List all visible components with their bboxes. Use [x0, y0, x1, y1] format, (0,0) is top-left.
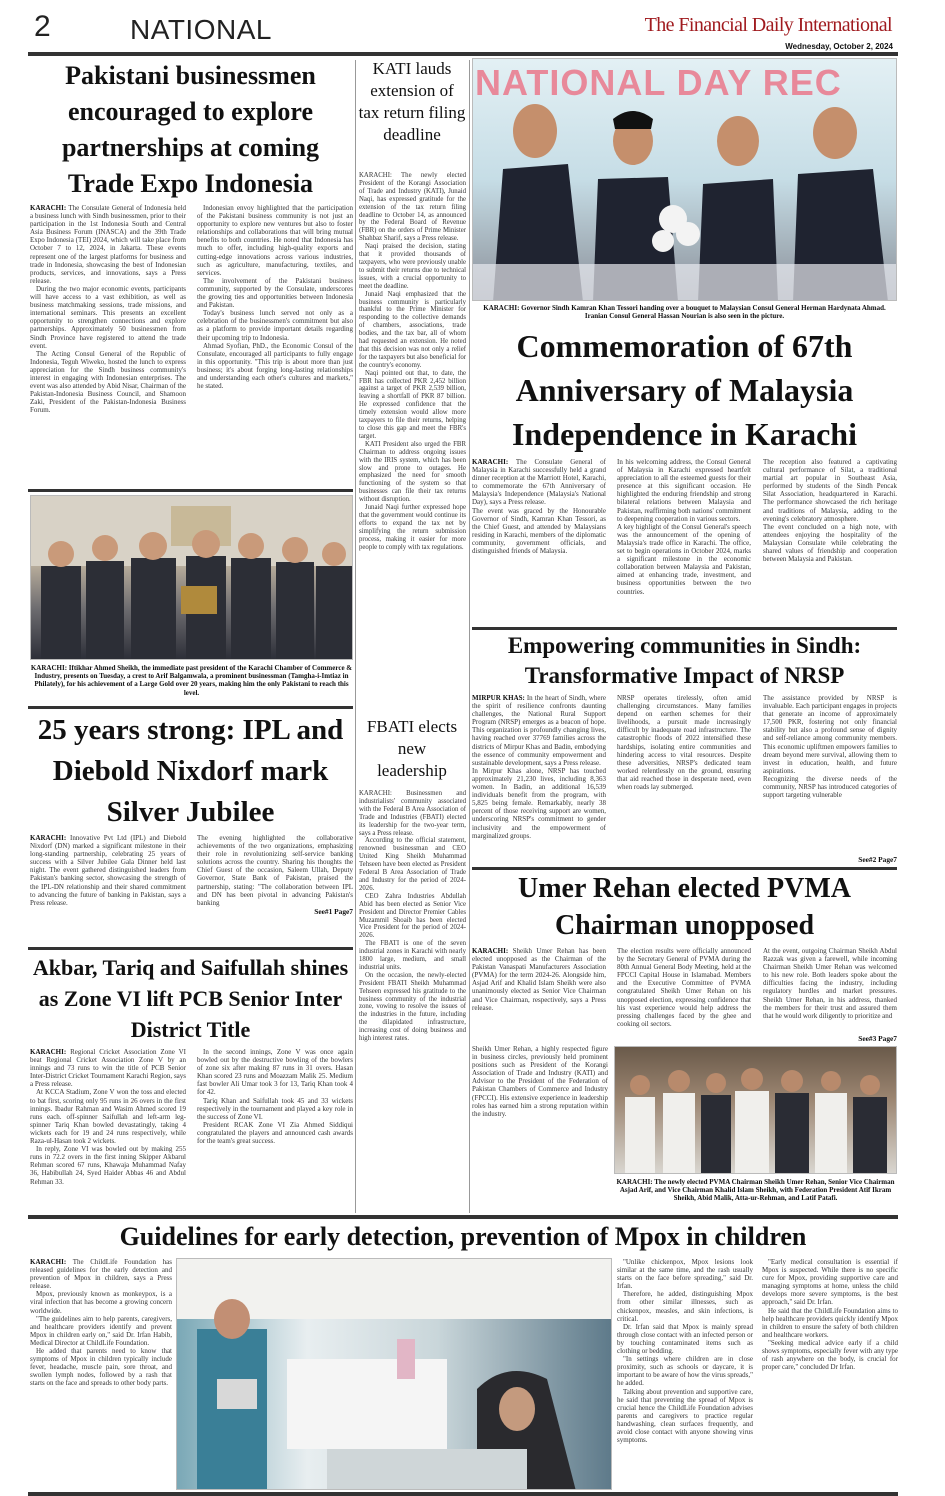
continued-link[interactable]: See#2 Page7 [763, 855, 897, 864]
people-group-image [31, 496, 352, 659]
section-title: NATIONAL [130, 14, 272, 45]
article-column: Indonesian envoy highlighted that the participation of the Pakistani business community is not just an opportunity to explore new ventures but also to foster relationships and collaborations that will bring mutual benefits to both countries. He noted that Indonesia has much to offer, including high-quality exports and cutting-edge innovations across various industries, such as agriculture, manufacturing, textiles, and services. The involvement of the Pakistani business community, supported by the Consulate, underscores the growing ties and opportunities between Indonesia and Pakistan. Today's business lunch served not only as a celebration of the businessmen's commitment but also as a platform to provide important details regarding their upcoming trip to Indonesia. Ahmad Syofian, PhD., the Economic Consul of the Consulate, encouraged all participants to fully engage in this opportunity. "This trip is about more than just business; it's about forging long-lasting relationships and understanding each other's cultures and markets," he stated. [197, 204, 353, 391]
article-pvma-lower: Sheikh Umer Rehan, a highly respected figure in business circles, previously held prominent positions such as President of the Korangi Association of Trade and Industry (KATI) and Advisor to the President of the Federation of Pakistan Chambers of Commerce and Industry (FPCCI). His extensive experience in leadership roles has earned him a strong reputation within the industry. [472, 1045, 608, 1118]
article-column: MIRPUR KHAS: In the heart of Sindh, where the spirit of resilience confronts daunting challenges, the National Rural Support Program (NRSP) emerges as a beacon of hope. This organization is profoundly changing lives, having reached over 37769 families across the districts of Mirpur Khas and Badin, embodying the essence of community empowerment and sustainable development, says a Press release. In Mirpur Khas alone, NRSP has touched approximately 21,230 lives, including 8,363 women. In Badin, an additional 16,539 individuals benefit from the program, with 5,825 being female. Remarkably, nearly 38 percent of those receiving support are women, underscoring NRSP's commitment to gender inclusivity and the empowerment of marginalized groups. [472, 694, 606, 840]
article-column: The assistance provided by NRSP is invaluable. Each participant engages in projects that generate an income of approximately 17,500 PKR, fostering not only financial stability but also a profound sense of dignity and self-reliance among community members. This economic upliftmen empowers families to dream beyond mere survival, allowing them to invest in education, health, and future aspirations. Recognizing the diverse needs of the community, NRSP has introduced categories of support targeting vulnerable [763, 694, 897, 800]
header-rule [28, 52, 898, 56]
article-column: The reception also featured a captivating cultural performance of Silat, a traditional martial art popular in Southeast Asia, performed by students of the Sindh Pencak Silat Association, headquartered in Karachi. The performance showcased the rich heritage and traditions of Malaysia, adding to the evening's celebratory atmosphere. The event concluded on a high note, with attendees enjoying the hospitality of the Malaysian Consulate while celebrating the shared values of friendship and cooperation between Malaysia and Pakistan. [763, 458, 897, 564]
article-column: KARACHI: The Consulate General of Malaysia in Karachi successfully held a grand dinner reception at the Marriott Hotel, Karachi, to commemorate the 67th Anniversary of Malaysia's Independence (Malaysia's National Day), says a Press release. The event was graced by the Honourable Governor of Sindh, Kamran Khan Tessori, as the Chief Guest, and attended by Malaysians residing in Karachi, members of the diplomatic community, government officials, and distinguished friends of Malaysia. [472, 458, 606, 556]
pvma-caption: KARACHI: The newly elected PVMA Chairman Sheikh Umer Rehan, Senior Vice Chairman Asjad Arif, and Vice Chairman Khalid Islam Sheikh, with Federation President Atif Ikram Sheikh, Abid Malik, Atta-ur-Rehman, and Latif Patafi. [616, 1178, 895, 1203]
article-mpox-left: KARACHI: The ChildLife Foundation has released guidelines for the early detection and prevention of Mpox in children, says a Press release. Mpox, previously known as monkeypox, is a viral infection that has become a growing concern worldwide. "The guidelines aim to help parents, caregivers, and healthcare providers identify and prevent Mpox in children early on," said Dr. Irfan Habib, Medical Director at ChildLife Foundation. He added that parents need to know that symptoms of Mpox in children typically include fever, headache, muscle pain, sore throat, and swollen lymph nodes, followed by a rash that starts on the face and spreads to other body parts. [30, 1258, 172, 1388]
article-column: KARACHI: The Consulate General of Indonesia held a business lunch with Sindh businessmen, prior to their participation in the 1st Indonesia South and Central Asia Business Forum (INASCA) and the 39th Trade Expo Indonesia (TEI) 2024, which will take place from October 7 to 12, 2024, in Jakarta. These events represent one of the largest platforms for business and trade in Indonesia, showcasing the best of Indonesian products, services, and innovations, says a Press release. During the two major economic events, participants will have access to a vast exhibition, as well as business matchmaking sessions, trade missions, and international seminars. This presents an excellent opportunity to strengthen connections and explore partnerships. Approximately 50 businessmen from Sindh Province have registered to attend the trade event. The Acting Consul General of the Republic of Indonesia, Teguh Wiweko, hosted the lunch to express appreciation for the Sindh business community's interest in engaging with Indonesian enterprises. The event was also attended by Abid Nisar, Chairman of the Pakistan-Indonesia Business Council, and Shamoon Zaki, President of the Pakistan-Indonesia Business Forum. [30, 204, 186, 415]
column-divider [355, 60, 356, 1213]
article-column: The evening highlighted the collaborative achievements of the two organizations, emphasizing their role in revolutionizing self-service banking solutions across the country. Sharing his thoughts the Chief Guest of the occasion, Saleem Ullah, Deputy Governor, State Bank of Pakistan, praised the partnership, stating: "The collaboration between IPL and DN has been pivotal in advancing Pakistan's banking See#1 Page7 [197, 834, 353, 916]
article-cricket [30, 1048, 353, 1212]
column-divider [469, 60, 470, 1213]
kcci-photo [30, 495, 353, 660]
dateline: KARACHI: [30, 204, 67, 212]
article-column: In his welcoming address, the Consul General of Malaysia in Karachi expressed heartfelt appreciation to all the esteemed guests for their presence at this significant occasion. He highlighted the enduring friendship and strong bilateral relations between Malaysia and Pakistan, reaffirming both nations' commitment to deepening cooperation in various sectors. A key highlight of the Consul General's speech was the announcement of the opening of Malaysia's trade office in Karachi. The office, set to begin operations in October 2024, marks a significant milestone in the economic collaboration between Malaysia and Pakistan, aimed at enhancing trade, investment, and business opportunities between the two countries. [617, 458, 751, 596]
issue-date: Wednesday, October 2, 2024 [785, 42, 893, 51]
article-column: KARACHI: Innovative Pvt Ltd (IPL) and Diebold Nixdorf (DN) marked a significant milestone in their long-standing partnership, celebrating 25 years of success with a Silver Jubilee Gala Dinner held last night. The event gathered distinguished leaders from Pakistan's banking sector, showcasing the strength of the IPL-DN relationship and their shared commitment to advancing the future of banking in Pakistan, says a Press release. [30, 834, 186, 907]
malaysia-photo [472, 58, 897, 301]
article-malaysia [472, 458, 897, 624]
divider [28, 947, 353, 950]
mpox-photo [176, 1258, 612, 1490]
page-number: 2 [34, 10, 51, 43]
article-column: KARACHI: Regional Cricket Association Zone VI beat Regional Cricket Association Zone V by an innings and 73 runs to win the title of PCB Senior Inter-District Cricket Tournament Karachi Region, says a Press release. At KCCA Stadium, Zone V won the toss and elected to bat first, scoring only 95 runs in 26 overs in the first innings. Ibadur Rahman and Wasim Ahmed scored 19 runs each. off-spinner Saifullah and left-arm leg-spinner Tariq Khan bowled devastatingly, taking 4 wickets each for 19 and 24 runs respectively, while Raza-ul-Hasan took 2 wickets. In reply, Zone VI was bowled out by making 255 runs in 72.2 overs in the first inning Skipper Akbarul Rehman scored 67 runs, Khawaja Muhammad Nafay 36, Habibullah 24, Syed Haider Abbas 46 and Abdul Rehman 33. [30, 1048, 186, 1186]
article-column: In the second innings, Zone V was once again bowled out by the destructive bowling of the bowlers of zone six after making 87 runs in 31 overs. Hasan Khan scored 23 runs and Moazzam Malik 25. Medium fast bowler Ali Umar took 3 for 13, Tariq Khan took 4 for 42. Tariq Khan and Saifullah took 45 and 33 wickets respectively in the tournament and played a key role in the success of Zone VI. President RCAK Zone VI Zia Ahmed Siddiqui congratulated the players and announced cash awards for the team's great success. [197, 1048, 353, 1146]
kcci-caption: KARACHI: Iftikhar Ahmed Sheikh, the immediate past president of the Karachi Chamber of Commerce & Industry, presents on Tuesday, a crest to Arif Balgamwala, a prominent businessman (Tamgha-i-Imtiaz in Philately), for his achievement of a Large Gold over 20 years, making him the only Pakistani to reach this level. [30, 664, 353, 697]
footer-rule [28, 1492, 898, 1496]
continued-link[interactable]: See#1 Page7 [197, 907, 353, 916]
photo-banner-text: NATIONAL DAY REC [475, 62, 842, 103]
article-ipl [30, 834, 353, 944]
headline-malaysia: Commemoration of 67th Anniversary of Malaysia Independence in Karachi [512, 328, 857, 452]
article-mpox-right [617, 1258, 898, 1490]
continued-link[interactable]: See#3 Page7 [763, 1034, 897, 1043]
divider [28, 1215, 898, 1219]
headline-cricket: Akbar, Tariq and Saifullah shines as Zone VI lift PCB Senior Inter District Title [32, 955, 349, 1042]
people-group-image [615, 1047, 896, 1173]
pvma-photo [614, 1046, 897, 1174]
article-column: NRSP operates tirelessly, often amid challenging circumstances. Many families depend on earthen schemes for their livelihoods, a pursuit made increasingly difficult by inadequate road infrastructure. The catastrophic floods of 2022 intensified these hardships, isolating entire communities and hindering access to vital resources. Despite these adversities, NRSP's dedicated team worked relentlessly on the ground, ensuring that aid reached those in desperate need, even when roads lay submerged. [617, 694, 751, 792]
article-fbati: KARACHI: Businessmen and industrialists' community associated with the Federal B Area Association of Trade and Industries (FBATI) elected its leadership for the two-year term, says a Press release. According to the official statement, renowned businessman and CEO United King Sheikh Muhammad Tehseen have been elected as President Federal B Area Association of Trade and Industry for the period of 2024-2026. CEO Zahra Industries Abdullah Abid has been elected as Senior Vice President and Director Premier Cables Muzammil Shoaib has been elected Vice President for the period of 2024-2026. The FBATI is one of the seven industrial zones in Karachi with nearly 1800 large, medium, and small industrial units. On the occasion, the newly-elected President FBATI Sheikh Muhammad Tehseen expressed his gratitude to the business community of the industrial zone, vowing to resolve the issues of the industries in the future, including the dilapidated infrastructure, increasing cost of doing business and high interest rates. [359, 790, 466, 1043]
article-column: At the event, outgoing Chairman Sheikh Abdul Razzak was given a farewell, while incoming Chairman Sheikh Umer Rehan was welcomed to his new role. Both leaders spoke about the difficulties facing the industry, including regulatory hurdles and market pressures. Sheikh Umer Rehan, in his address, thanked the members for their trust and assured them that he would work diligently to prioritize and [763, 947, 897, 1020]
headline-pvma: Umer Rehan elected PVMA Chairman unopposed [517, 873, 852, 941]
article-pvma [472, 947, 897, 1043]
headline-fbati: FBATI elects new leadership [366, 717, 458, 780]
article-column: "Early medical consultation is essential if Mpox is suspected. While there is no specific cure for Mpox, providing supportive care and managing symptoms at home, unless the child develops more severe symptoms, is the best approach," said Dr. Irfan. He said that the ChildLife Foundation aims to help healthcare providers quickly identify Mpox in children to ensure the safety of both children and healthcare workers. "Seeking medical advice early if a child shows symptoms, especially fever with any type of rash anywhere on the body, is crucial for proper care," concluded Dr Irfan. [762, 1258, 898, 1372]
divider [28, 489, 353, 492]
divider [472, 627, 897, 630]
headline-kati: KATI lauds extension of tax return filing deadline [358, 59, 466, 144]
masthead-logo: The Financial Daily International [644, 14, 892, 36]
article-column: The election results were officially announced by the Secretary General of PVMA during the 80th Annual General Body Meeting, held at the FPCCI Capital House in Islamabad. Members and the Executive Committee of PVMA congratulated Sheikh Umer Rehan on his unopposed election, expressing confidence that his vast experience would help address the pressing challenges faced by the ghee and cooking oil sectors. [617, 947, 751, 1028]
headline-nrsp: Empowering communities in Sindh: Transformative Impact of NRSP [507, 633, 862, 688]
headline-indonesia: Pakistani businessmen encouraged to explore partnerships at coming Trade Expo Indonesia [61, 61, 320, 198]
malaysia-caption: KARACHI: Governor Sindh Kamran Khan Tessori handing over a bouquet to Malaysian Consul General Herman Hardynata Ahmad. Iranian Consul General Hassan Nourian is also seen in the picture. [483, 304, 886, 321]
headline-ipl: 25 years strong: IPL and Diebold Nixdorf mark Silver Jubilee [37, 714, 344, 828]
article-kati: KARACHI: The newly elected President of the Korangi Association of Trade and Industry (KATI), Junaid Naqi, has expressed gratitude for the extension of the tax return filing deadline to October 14, as announced by the Federal Board of Revenue (FBR) on the orders of Prime Minister Shahbaz Sharif, says a Press release. Naqi praised the decision, stating that it provided thousands of taxpayers, who were previously unable to submit their returns due to technical issues, with a crucial opportunity to meet the deadline. Junaid Naqi emphasized that the business community is particularly thankful to the Prime Minister for responding to the collective demands of chambers, associations, trade bodies, and the tax bar, all of whom had requested an extension. He noted that this decision was not only a relief for the taxpayers but also beneficial for the country's economy. Naqi pointed out that, to date, the FBR has collected PKR 2,452 billion against a target of PKR 2,539 billion, leaving a shortfall of PKR 87 billion. He expressed confidence that the timely extension would allow more taxpayers to file their returns, helping to close this gap and meet the FBR's target. KATI President also urged the FBR Chairman to address ongoing issues with the IRIS system, which has been slow and prone to outages. He emphasized the need for smooth functioning of the system so that businesses can file their tax returns without disruption. Junaid Naqi further expressed hope that the government would continue its efforts to expand the tax net by simplifying the return submission process, making it easier for more people to comply with tax regulations. [359, 172, 466, 551]
article-nrsp [472, 694, 897, 864]
article-column: "Unlike chickenpox, Mpox lesions look similar at the same time, and the rash usually starts on the face before spreading," said Dr. Irfan. Therefore, he added, distinguishing Mpox from other similar illnesses, such as chickenpox, measles, and skin infections, is critical. Dr. Irfan said that Mpox is mainly spread through close contact with an infected person or by touching contaminated items such as clothing or bedding. "In settings where children are in close proximity, such as schools or daycare, it is important to be aware of how the virus spreads," he added. Talking about prevention and supportive care, he said that preventing the spread of Mpox is crucial hence the ChildLife Foundation advises parents and caregivers to practice regular handwashing, clean surfaces frequently, and avoid close contact with anyone showing virus symptoms. [617, 1258, 753, 1445]
hospital-ward-image [177, 1259, 611, 1489]
article-indonesia [30, 204, 353, 486]
divider [28, 706, 353, 709]
article-column: KARACHI: Sheikh Umer Rehan has been elected unopposed as the Chairman of the Pakistan Vanaspati Manufacturers Association (PVMA) for the term 2024-26. Alongside him, Asjad Arif and Khalid Islam Sheikh were also unanimously elected as Senior Vice Chairman and Vice Chairman, respectively, says a Press release. [472, 947, 606, 1012]
headline-mpox: Guidelines for early detection, prevention of Mpox in children [119, 1222, 807, 1251]
